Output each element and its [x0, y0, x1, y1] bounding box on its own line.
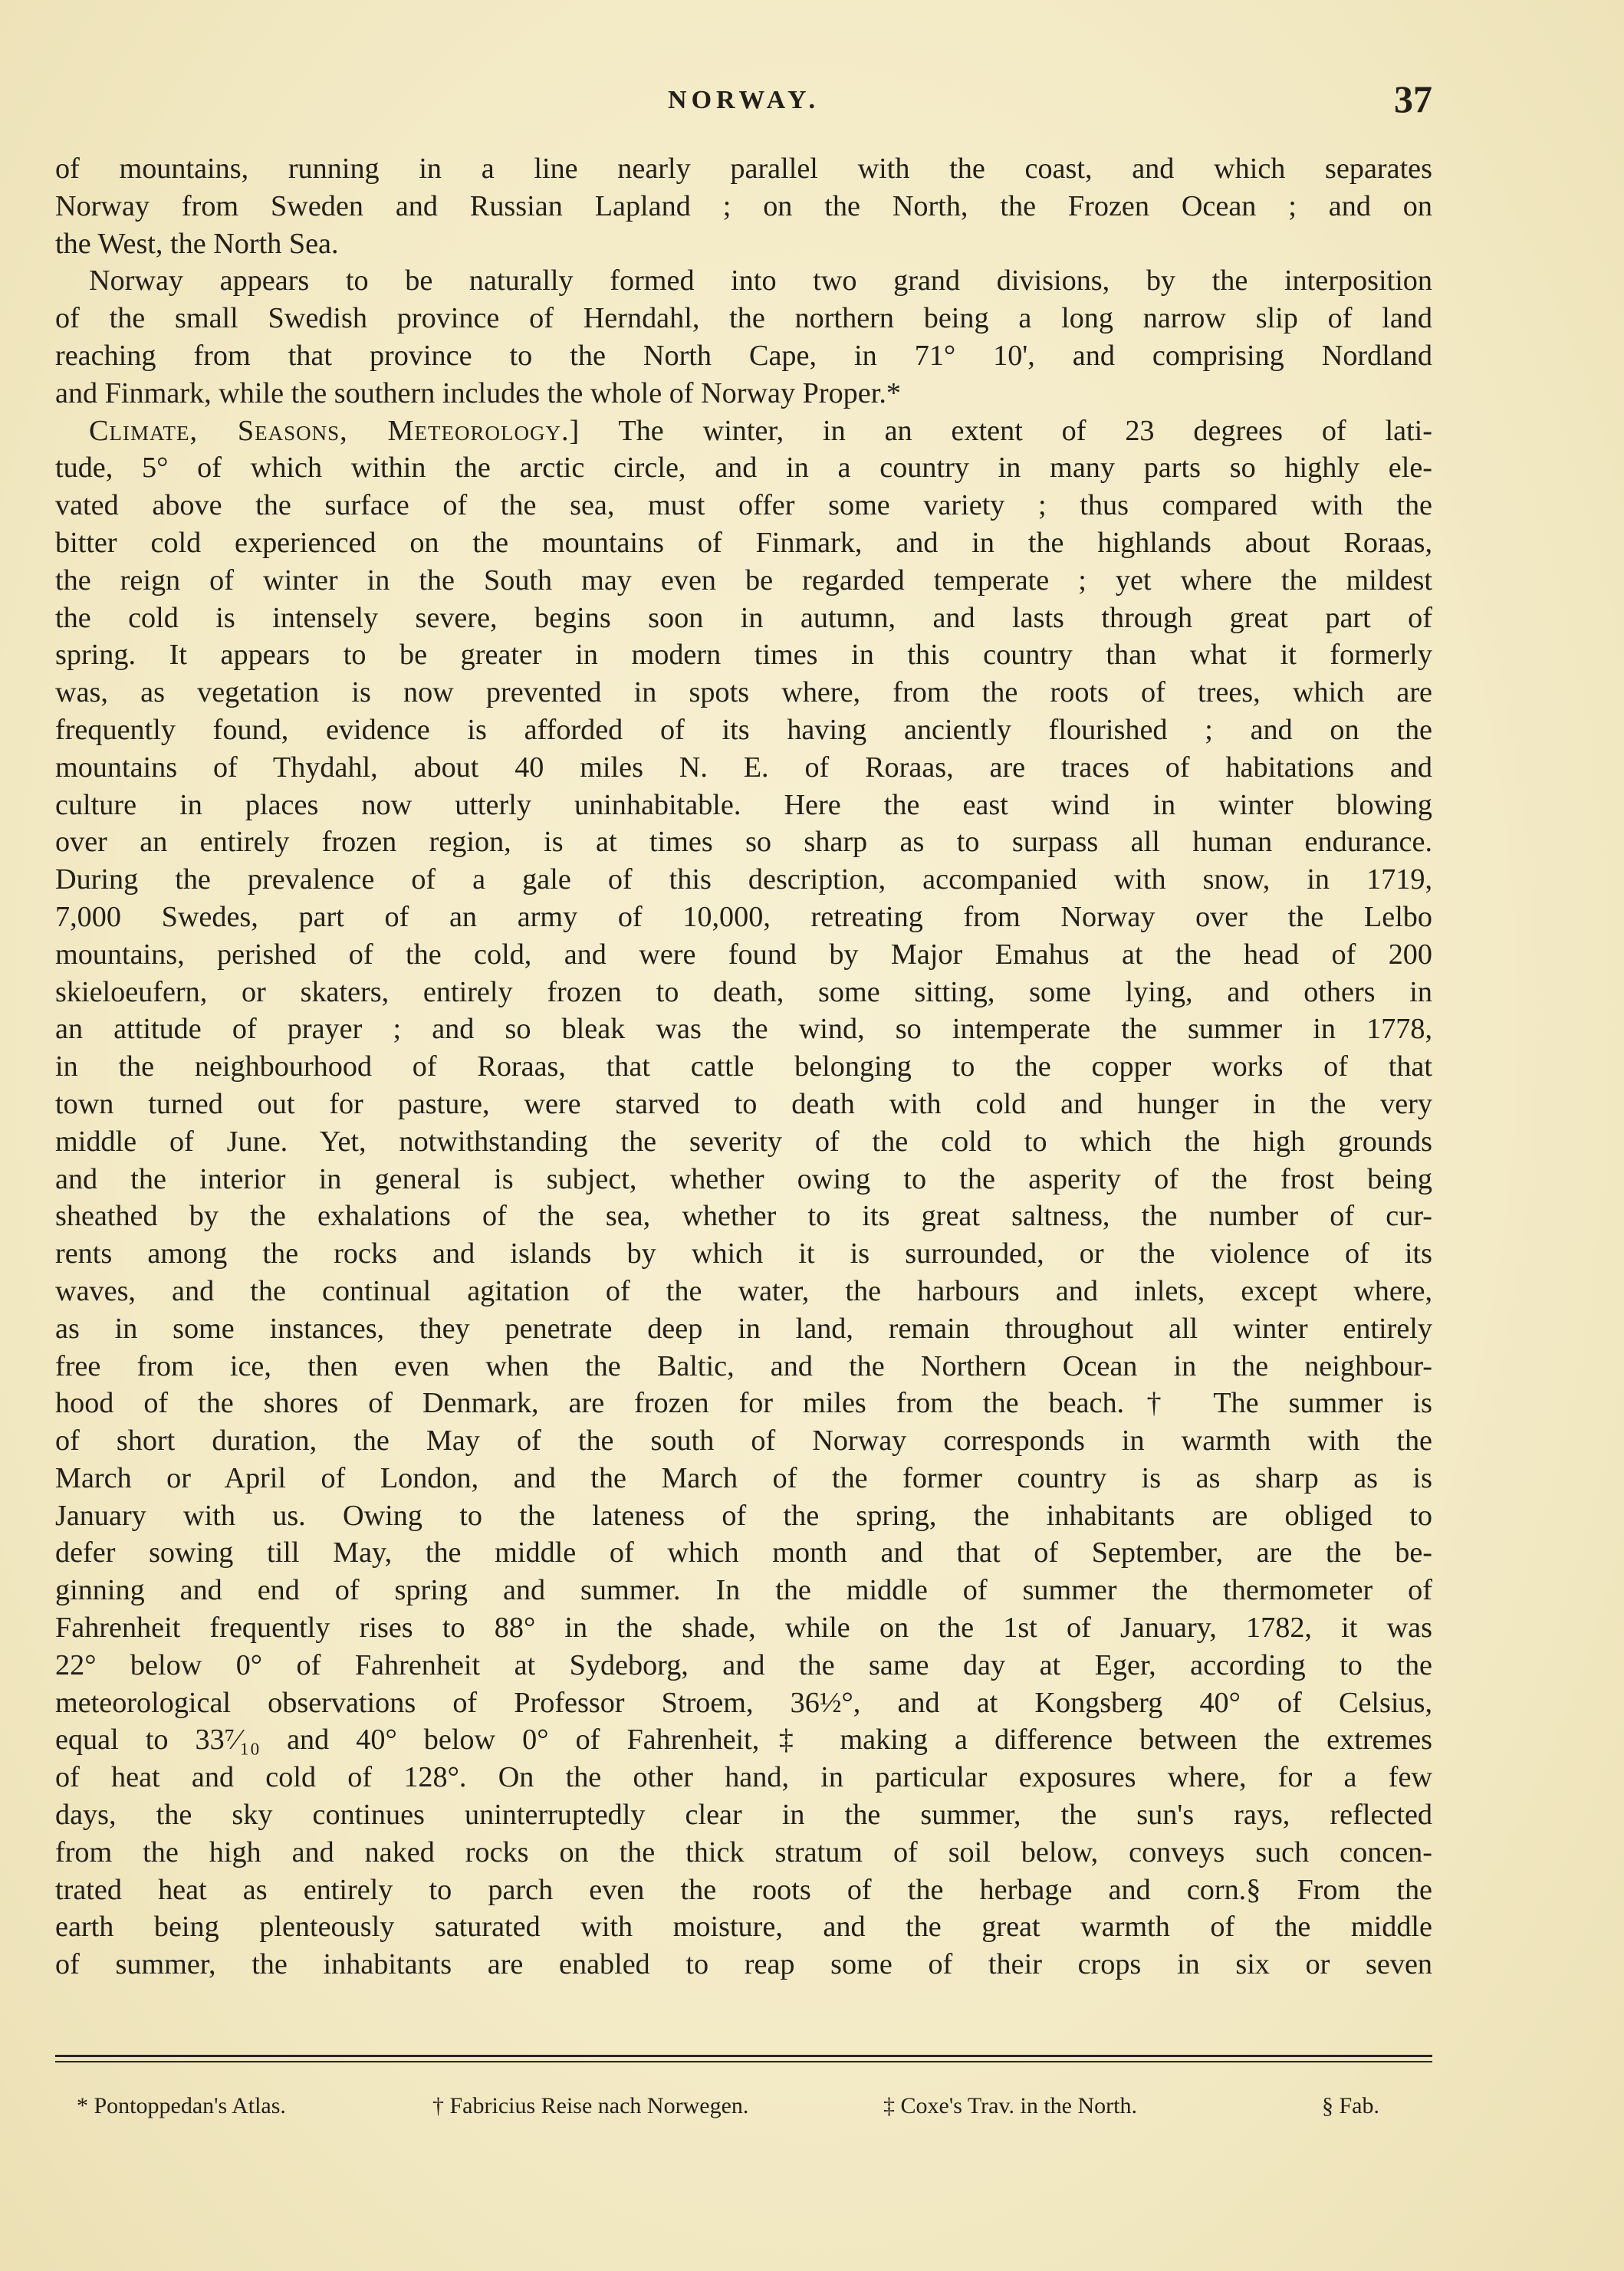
- text-line: trated heat as entirely to parch even the roots of the herbage and corn.§ From the: [55, 1873, 1432, 1906]
- text-line: meteorological observations of Professor Stroem, 36½°, and at Kongsberg 40° of Celsius,: [55, 1686, 1432, 1719]
- text-line: 22° below 0° of Fahrenheit at Sydeborg, and the same day at Eger, according to the: [55, 1648, 1432, 1681]
- text-line: sheathed by the exhalations of the sea, whether to its great saltness, the number of cur-: [55, 1200, 1432, 1233]
- text-line-with-heading: [55, 412, 1432, 450]
- running-head: NORWAY.: [668, 86, 820, 114]
- text-line: January with us. Owing to the lateness of the spring, the inhabitants are obliged to: [55, 1499, 1432, 1532]
- footnotes: [77, 2093, 1411, 2131]
- text-line: tude, 5° of which within the arctic circle, and in a country in many parts so highly ele-: [55, 452, 1432, 485]
- text-line: equal to 33⁷⁄₁₀ and 40° below 0° of Fahrenheit,‡ making a difference between the extremes: [55, 1724, 1432, 1757]
- text-line: as in some instances, they penetrate deep in land, remain throughout all winter entirely: [55, 1312, 1432, 1345]
- text-line: 7,000 Swedes, part of an army of 10,000, retreating from Norway over the Lelbo: [55, 900, 1432, 933]
- footnote-dagger: † Fabricius Reise nach Norwegen.: [432, 2093, 749, 2118]
- text-line: free from ice, then even when the Baltic, and the Northern Ocean in the neighbour-: [55, 1349, 1432, 1382]
- page-number: 37: [1394, 77, 1432, 120]
- page-header: [55, 77, 1432, 123]
- text-line: the cold is intensely severe, begins soon in autumn, and lasts through great part of: [55, 601, 1432, 634]
- text-line: of summer, the inhabitants are enabled to reap some of their crops in six or seven: [55, 1948, 1432, 1981]
- text-line: from the high and naked rocks on the thick stratum of soil below, conveys such concen-: [55, 1836, 1432, 1868]
- text-line: defer sowing till May, the middle of which month and that of September, are the be-: [55, 1536, 1432, 1569]
- text-line: in the neighbourhood of Roraas, that cattle belonging to the copper works of that: [55, 1050, 1432, 1083]
- text-line: Norway appears to be naturally formed into two grand divisions, by the interposition: [89, 265, 1432, 297]
- text-line: rents among the rocks and islands by which it is surrounded, or the violence of its: [55, 1237, 1432, 1270]
- footnote-rule-thin: [55, 2061, 1432, 2062]
- text-line-rest: The winter, in an extent of 23 degrees of lati-: [618, 414, 1433, 447]
- text-line: vated above the surface of the sea, must offer some variety ; thus compared with the: [55, 489, 1432, 522]
- text-line: mountains of Thydahl, about 40 miles N. E. of Roraas, are traces of habitations and: [55, 751, 1432, 784]
- text-line: town turned out for pasture, were starved to death with cold and hunger in the very: [55, 1087, 1432, 1120]
- text-line: and Finmark, while the southern includes the whole of Norway Proper.*: [55, 376, 901, 409]
- text-line: of heat and cold of 128°. On the other hand, in particular exposures where, for a few: [55, 1761, 1432, 1794]
- text-line: spring. It appears to be greater in modern times in this country than what it formerly: [55, 639, 1432, 672]
- text-line: was, as vegetation is now prevented in spots where, from the roots of trees, which are: [55, 676, 1432, 709]
- text-line: the West, the North Sea.: [55, 227, 339, 260]
- footnote-star: * Pontoppedan's Atlas.: [77, 2093, 286, 2118]
- footnote-section: § Fab.: [1322, 2093, 1379, 2118]
- text-line: middle of June. Yet, notwithstanding the severity of the cold to which the high grounds: [55, 1125, 1432, 1158]
- text-line: the reign of winter in the South may even be regarded temperate ; yet where the mildest: [55, 564, 1432, 597]
- text-line: culture in places now utterly uninhabitable. Here the east wind in winter blowing: [55, 788, 1432, 821]
- section-heading: Climate, Seasons, Meteorology.]: [89, 414, 580, 447]
- text-line: March or April of London, and the March of the former country is as sharp as is: [55, 1461, 1432, 1494]
- text-line: of short duration, the May of the south of Norway corresponds in warmth with the: [55, 1425, 1432, 1458]
- text-line: over an entirely frozen region, is at times so sharp as to surpass all human endurance.: [55, 826, 1432, 859]
- text-line: bitter cold experienced on the mountains of Finmark, and in the highlands about Roraas,: [55, 526, 1432, 559]
- footnote-rule: [55, 2055, 1432, 2057]
- footnote-double-dagger: ‡ Coxe's Trav. in the North.: [883, 2093, 1137, 2118]
- text-line: hood of the shores of Denmark, are frozen for miles from the beach.† The summer is: [55, 1387, 1432, 1420]
- text-line: of the small Swedish province of Herndahl, the northern being a long narrow slip of land: [55, 302, 1432, 335]
- text-line: ginning and end of spring and summer. In the middle of summer the thermometer of: [55, 1574, 1432, 1607]
- text-line: reaching from that province to the North Cape, in 71° 10', and comprising Nordland: [55, 339, 1432, 372]
- text-line: waves, and the continual agitation of the water, the harbours and inlets, except where,: [55, 1274, 1432, 1307]
- text-line: of mountains, running in a line nearly parallel with the coast, and which separates: [55, 153, 1432, 185]
- text-line: During the prevalence of a gale of this description, accompanied with snow, in 1719,: [55, 863, 1432, 896]
- text-line: mountains, perished of the cold, and were found by Major Emahus at the head of 200: [55, 938, 1432, 971]
- text-line: Norway from Sweden and Russian Lapland ; on the North, the Frozen Ocean ; and on: [55, 189, 1432, 222]
- text-line: and the interior in general is subject, whether owing to the asperity of the frost being: [55, 1162, 1432, 1195]
- body-text: [55, 150, 1432, 1983]
- text-line: skieloeufern, or skaters, entirely frozen to death, some sitting, some lying, and others in: [55, 975, 1432, 1008]
- text-line: earth being plenteously saturated with moisture, and the great warmth of the middle: [55, 1911, 1432, 1944]
- text-line: frequently found, evidence is afforded of its having anciently flourished ; and on the: [55, 713, 1432, 746]
- text-line: an attitude of prayer ; and so bleak was the wind, so intemperate the summer in 1778,: [55, 1013, 1432, 1046]
- text-line: days, the sky continues uninterruptedly clear in the summer, the sun's rays, reflected: [55, 1799, 1432, 1832]
- text-line: Fahrenheit frequently rises to 88° in the shade, while on the 1st of January, 1782, it was: [55, 1612, 1432, 1645]
